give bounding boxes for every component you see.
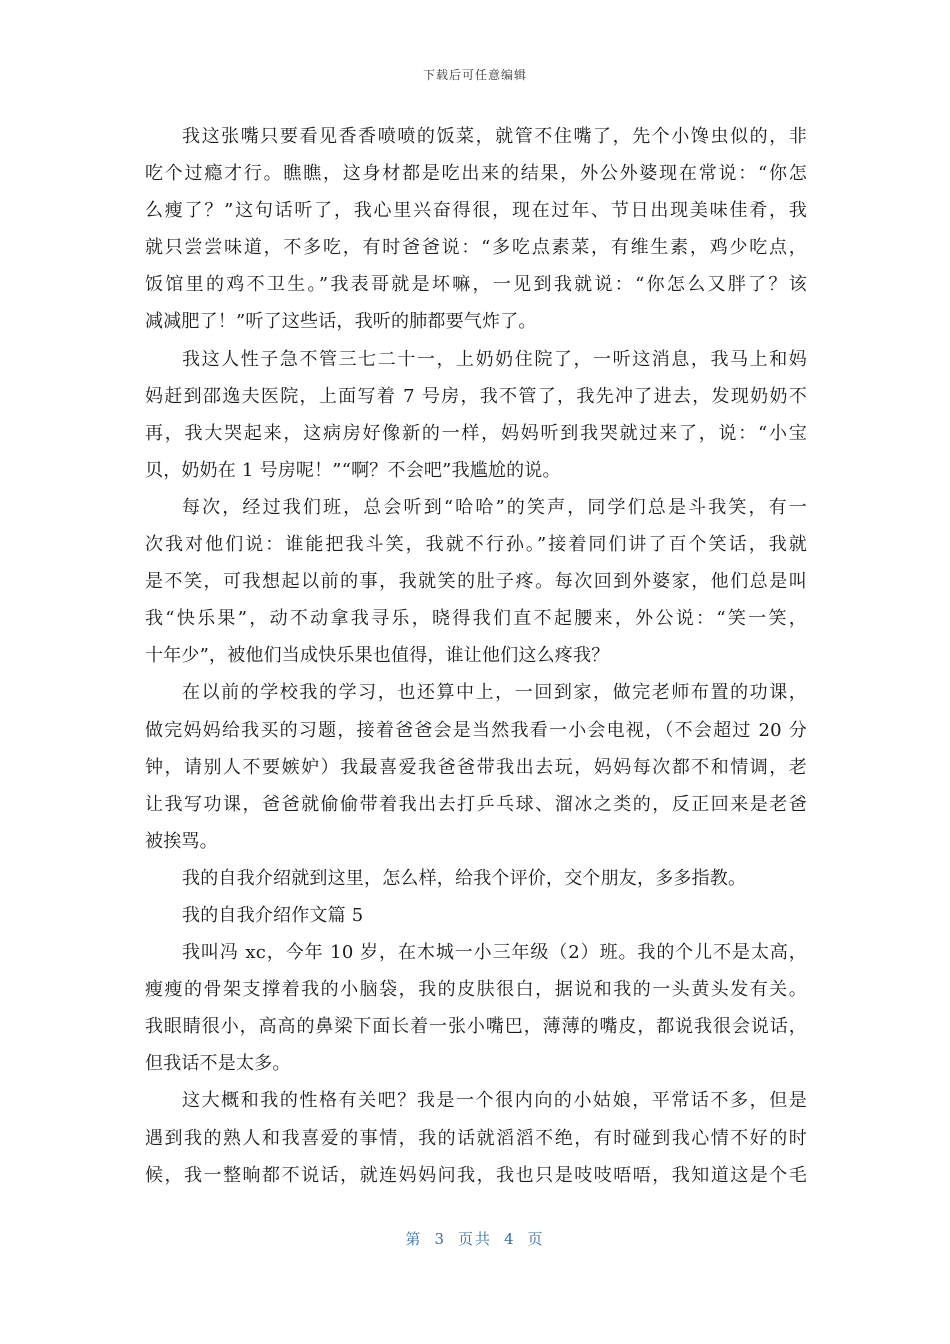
text-line: 候，我一整晌都不说话，就连妈妈问我，我也只是吱吱唔唔，我知道这是个毛 [145,1164,807,1186]
text-line: 我的自我介绍就到这里，怎么样，给我个评价，交个朋友，多多指教。 [182,867,747,889]
text-line: 妈赶到邵逸夫医院，上面写着 7 号房，我不管了，我先冲了进去，发现奶奶不 [145,385,807,407]
text-line: 但我话不是太多。 [145,1053,291,1075]
text-line: 瘦瘦的骨架支撑着我的小脑袋，我的皮肤很白，据说和我的一头黄头发有关。 [145,979,807,1001]
text-line: 做完妈妈给我买的习题，接着爸爸会是当然我看一小会电视，（不会超过 20 分 [145,719,807,741]
footer-current-page: 3 [434,1230,446,1248]
text-line: 是不笑，可我想起以前的事，我就笑的肚子疼。每次回到外婆家，他们总是叫 [145,571,807,593]
footer-total-pages: 4 [504,1230,516,1248]
document-body [145,118,807,1194]
text-line: 我这人性子急不管三七二十一，上奶奶住院了，一听这消息，我马上和妈 [182,348,807,370]
text-line: 钟，请别人不要嫉妒）我最喜爱我爸爸带我出去玩，妈妈每次都不和情调，老 [145,756,807,778]
text-line: 十年少”，被他们当成快乐果也值得，谁让他们这么疼我？ [145,645,610,667]
text-line: 遇到我的熟人和我喜爱的事情，我的话就滔滔不绝，有时碰到我心情不好的时 [145,1127,807,1149]
text-line: 我叫冯 xc，今年 10 岁，在木城一小三年级（2）班。我的个儿不是太高， [182,942,807,964]
text-line: 就只尝尝味道，不多吃，有时爸爸说：“多吃点素菜，有维生素，鸡少吃点， [145,237,807,259]
text-line: 次我对他们说：谁能把我斗笑，我就不行孙。”接着同们讲了百个笑话，我就 [145,534,807,556]
text-line: 在以前的学校我的学习，也还算中上，一回到家，做完老师布置的功课， [182,682,807,704]
text-line: 我的自我介绍作文篇 5 [182,904,364,926]
footer-page-label: 第 [405,1230,423,1248]
text-line: 让我写功课，爸爸就偷偷带着我出去打乒乓球、溜冰之类的，反正回来是老爸 [145,793,807,815]
text-line: 这大概和我的性格有关吧？我是一个很内向的小姑娘，平常话不多，但是 [182,1090,807,1112]
text-line: 吃个过瘾才行。瞧瞧，这身材都是吃出来的结果，外公外婆现在常说：“你怎 [145,163,807,185]
header-note: 下载后可任意编辑 [422,68,527,82]
text-line: 再，我大哭起来，这病房好像新的一样，妈妈听到我哭就过来了，说：“小宝 [145,422,807,444]
text-line: 被挨骂。 [145,830,218,852]
text-line: 么瘦了？”这句话听了，我心里兴奋得很，现在过年、节日出现美味佳肴，我 [145,200,807,222]
text-line: 我“快乐果”，动不动拿我寻乐，晓得我们直不起腰来，外公说：“笑一笑， [145,608,807,630]
text-line: 每次，经过我们班，总会听到“哈哈”的笑声，同学们总是斗我笑，有一 [182,496,807,518]
text-line: 饭馆里的鸡不卫生。”我表哥就是坏嘛，一见到我就说：“你怎么又胖了？该 [145,274,807,296]
footer-end-label: 页 [527,1230,545,1248]
text-line: 我这张嘴只要看见香香喷喷的饭菜，就管不住嘴了，先个小馋虫似的，非 [182,126,807,147]
footer-total-label: 页共 [457,1230,492,1248]
text-line: 贝，奶奶在 1 号房呢！”“啊？不会吧”我尴尬的说。 [145,459,561,481]
text-line: 减减肥了！”听了这些话，我听的肺都要气炸了。 [145,311,537,333]
text-line: 我眼睛很小，高高的鼻梁下面长着一张小嘴巴，薄薄的嘴皮，都说我很会说话， [145,1016,807,1038]
page-footer [0,1228,950,1249]
